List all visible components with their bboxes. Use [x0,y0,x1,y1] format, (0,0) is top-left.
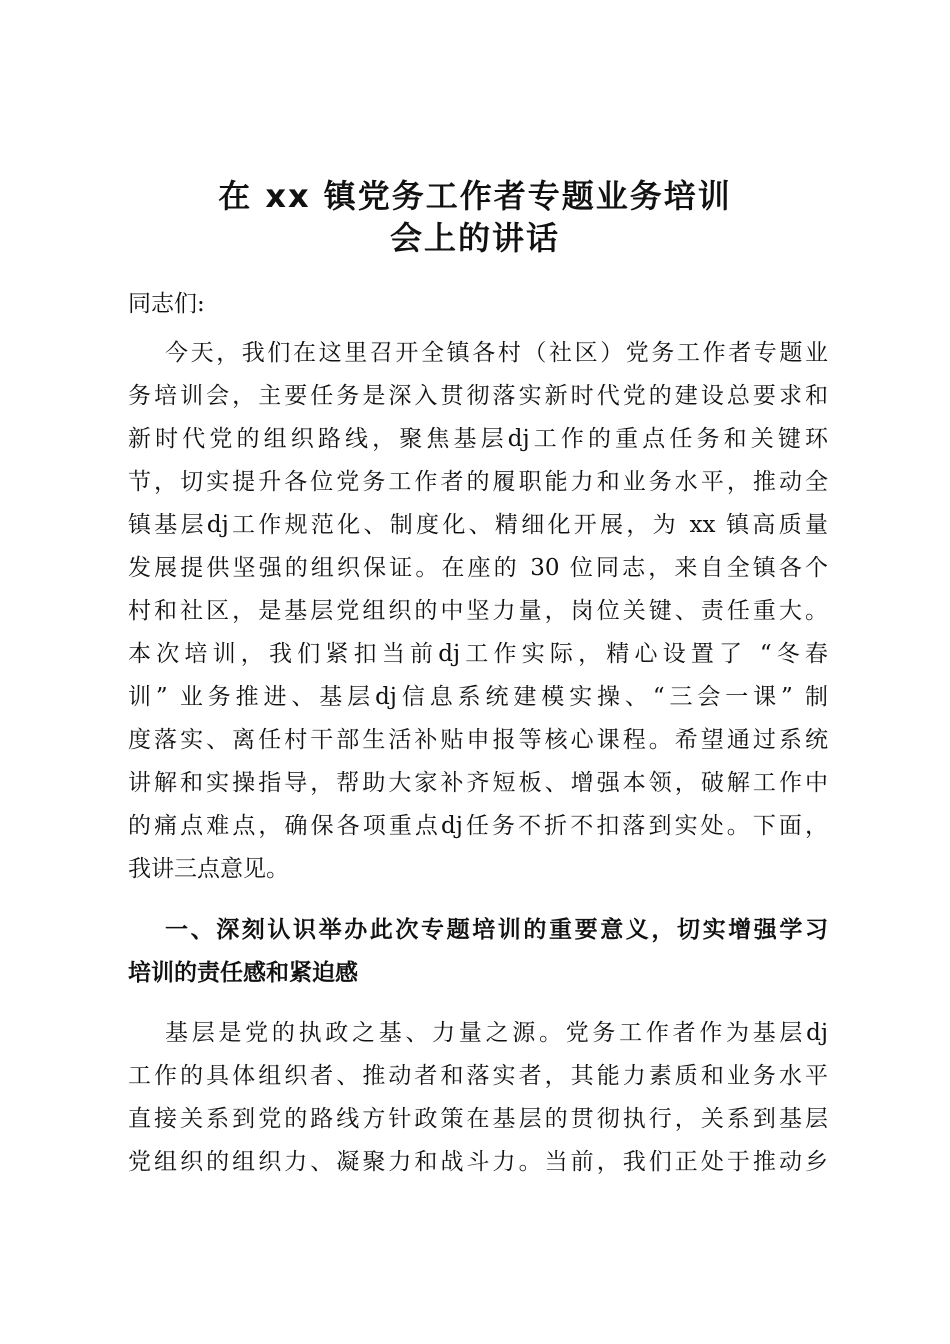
paragraph-line: 工作的具体组织者、推动者和落实者，其能力素质和业务水平 [128,1063,828,1089]
paragraph-line: 基层是党的执政之基、力量之源。党务工作者作为基层dj [165,1020,828,1046]
paragraph-line: 训” 业务推进、基层dj信息系统建模实操、“三会一课” 制 [128,684,828,710]
paragraph-line: 度落实、离任村干部生活补贴申报等核心课程。希望通过系统 [128,727,828,753]
section-heading-line: 一、深刻认识举办此次专题培训的重要意义，切实增强学习 [165,917,828,943]
paragraph-line: 的痛点难点，确保各项重点dj任务不折不扣落到实处。下面， [128,813,828,839]
paragraph-line: 党组织的组织力、凝聚力和战斗力。当前，我们正处于推动乡 [128,1149,828,1175]
paragraph-line: 务培训会，主要任务是深入贯彻落实新时代党的建设总要求和 [128,383,828,409]
paragraph-line: 村和社区，是基层党组织的中坚力量，岗位关键、责任重大。 [128,598,828,624]
paragraph-line: 讲解和实操指导，帮助大家补齐短板、增强本领，破解工作中 [128,770,828,796]
paragraph-line: 今天，我们在这里召开全镇各村（社区）党务工作者专题业 [165,340,828,366]
document-title-line-2: 会上的讲话 [389,219,560,257]
paragraph-line: 发展提供坚强的组织保证。在座的 30 位同志，来自全镇各个 [128,555,828,581]
document-title-line-1: 在 xx 镇党务工作者专题业务培训 [218,177,732,215]
paragraph-line: 本次培训，我们紧扣当前dj工作实际，精心设置了 “冬春 [128,641,828,667]
section-heading-line: 培训的责任感和紧迫感 [128,960,358,986]
paragraph-line: 直接关系到党的路线方针政策在基层的贯彻执行，关系到基层 [128,1106,828,1132]
paragraph-line: 节，切实提升各位党务工作者的履职能力和业务水平，推动全 [128,469,828,495]
paragraph-line: 镇基层dj工作规范化、制度化、精细化开展，为 xx 镇高质量 [128,512,828,538]
paragraph-line: 我讲三点意见。 [128,856,289,882]
salutation: 同志们: [128,291,205,317]
paragraph-line: 新时代党的组织路线，聚焦基层dj工作的重点任务和关键环 [128,426,828,452]
